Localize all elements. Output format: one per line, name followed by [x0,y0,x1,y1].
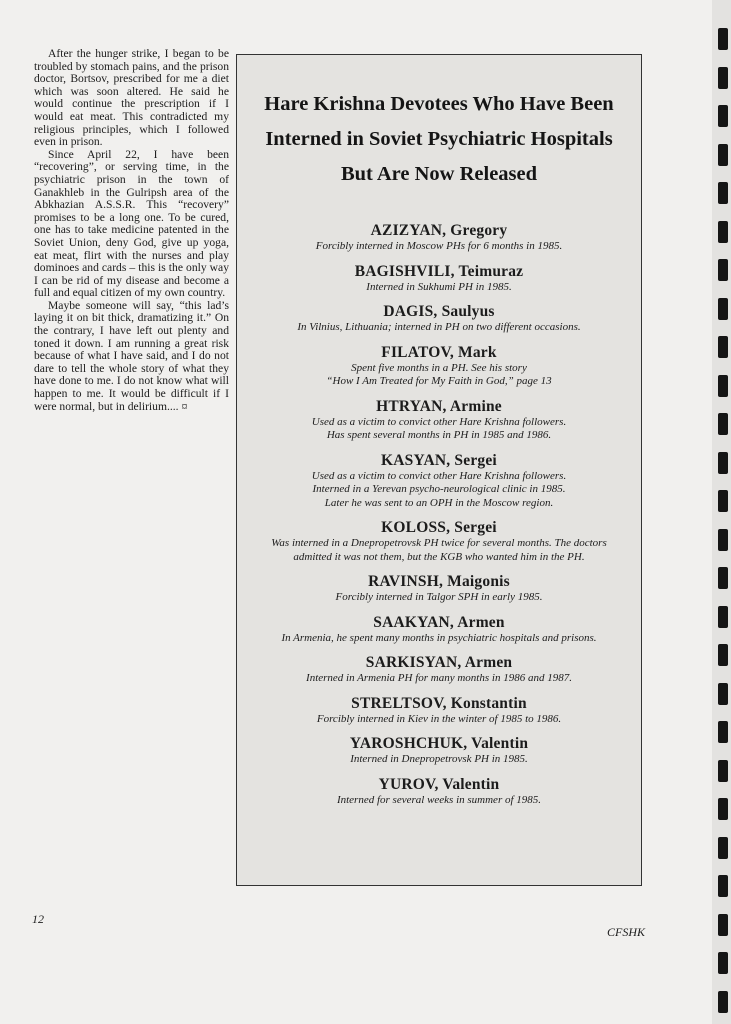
box-title [237,87,641,192]
devotee-surname: AZIZYAN, [370,222,447,239]
devotee-entry [237,303,641,335]
devotee-surname: SAAKYAN, [373,613,454,631]
binding-hole [718,298,728,320]
binding-hole [718,490,728,512]
devotee-description: Used as a victim to convict other Hare Krishna followers. [311,415,567,428]
box-title-line: Interned in Soviet Psychiatric Hospitals [265,128,613,150]
binding-hole [718,721,728,743]
devotee-description: Interned for several weeks in summer of 1985. [336,793,542,806]
spiral-binding [712,0,731,1024]
devotee-entry [237,519,641,564]
devotee-description: Interned in Armenia PH for many months in 1986 and 1987. [306,672,572,684]
devotee-surname: YAROSHCHUK, [349,735,468,752]
box-title-line: Hare Krishna Devotees Who Have Been [264,93,614,115]
devotee-surname: YUROV, [378,775,439,793]
binding-hole [718,221,728,243]
devotee-description: Was interned in a Dnepropetrovsk PH twice for several months. The doctors [271,537,607,549]
devotee-description: Later he was sent to an OPH in the Moscow region. [324,496,554,509]
devotee-entry [237,344,641,389]
devotee-description: Forcibly interned in Kiev in the winter of 1985 to 1986. [316,712,562,725]
devotee-entry [237,614,641,646]
devotee-name [237,776,641,794]
page-number: 12 [32,912,44,926]
article-paragraph [34,300,229,413]
devotee-given-name: Gregory [450,222,508,239]
devotee-description: Forcibly interned in Moscow PHs for 6 months in 1985. [315,240,563,252]
devotee-given-name: Armen [457,613,505,631]
devotee-name [237,303,641,321]
binding-hole [718,105,728,127]
devotee-name [237,573,641,591]
devotee-given-name: Sergei [454,451,497,469]
devotee-entry [237,776,641,808]
devotee-description: Used as a victim to convict other Hare Krishna followers. [311,469,567,482]
devotee-given-name: Armine [449,397,502,415]
devotee-entry [237,452,641,511]
devotee-description: “How I Am Treated for My Faith in God,” page 13 [326,375,552,387]
binding-hole [718,606,728,628]
devotee-surname: KASYAN, [381,451,451,469]
devotee-name [237,344,641,362]
devotee-entry [237,695,641,727]
devotee-description: Spent five months in a PH. See his story [351,361,527,374]
devotee-given-name: Maigonis [447,573,510,590]
devotee-description: Forcibly interned in Talgor SPH in early 1985. [335,591,543,603]
article-paragraph: Since April 22, I have been “recovering”, or serving time, in the psychiatric prison in the town of Ganakhleb in the Gulripsh area of the Abkhazian A.S.S.R. This “recovery” promises to be a long one. To be cured, one has to take medicine patented in the Soviet Union, deny God, give up yoga, eat meat, flirt with the nurses and play dominoes and cards – this is the only way I can be rid of my disease and become a full and equal citizen of my own country. [34,147,229,300]
binding-hole [718,683,728,705]
released-devotees-box [236,54,642,886]
devotee-entry [237,398,641,443]
devotee-given-name: Sergei [454,519,497,536]
binding-hole [718,529,728,551]
devotee-entry [237,222,641,254]
end-of-article-mark: ¤ [181,399,188,413]
devotee-list [237,222,641,807]
devotee-description: Has spent several months in PH in 1985 and 1986. [326,429,552,441]
binding-hole [718,567,728,589]
binding-hole [718,28,728,50]
devotee-name [237,222,641,240]
binding-hole [718,644,728,666]
binding-hole [718,952,728,974]
devotee-description: admitted it was not them, but the KGB who wanted him in the PH. [293,550,585,563]
binding-hole [718,798,728,820]
devotee-description: Interned in Dnepropetrovsk PH in 1985. [350,753,528,765]
binding-hole [718,991,728,1013]
devotee-description: Interned in a Yerevan psycho-neurological clinic in 1985. [312,483,566,495]
devotee-name [237,614,641,632]
publisher-mark: CFSHK [607,925,646,939]
devotee-name [237,452,641,470]
binding-hole [718,452,728,474]
devotee-surname: SARKISYAN, [365,654,462,671]
binding-hole [718,259,728,281]
devotee-name [237,695,641,713]
article-paragraph-text: Maybe someone will say, “this lad’s laying it on bit thick, dramatizing it.” On the contrary, I have left out plenty and toned it down. I am running a great risk because of what I have said, and I do not dare to tell the whole story of what they have done to me. I do not know what will happen to me. It would be difficult if I were normal, but in delirium.... [34,298,229,413]
binding-hole [718,182,728,204]
devotee-given-name: Valentin [442,775,500,793]
binding-hole [718,375,728,397]
devotee-surname: BAGISHVILI, [354,262,455,280]
devotee-entry [237,263,641,295]
devotee-entry [237,654,641,686]
binding-hole [718,875,728,897]
binding-hole [718,144,728,166]
devotee-given-name: Teimuraz [458,262,524,280]
devotee-surname: DAGIS, [383,303,438,320]
binding-hole [718,914,728,936]
devotee-given-name: Saulyus [441,303,495,320]
devotee-given-name: Mark [458,343,497,361]
binding-hole [718,760,728,782]
article-paragraph: After the hunger strike, I began to be troubled by stomach pains, and the prison doctor, Bortsov, prescribed for me a diet which was soon altered. He said he would continue the prescription if I would eat meat. This contradicted my religious principles, which I followed even in prison. [34,47,229,149]
box-title-line: But Are Now Released [340,163,538,185]
binding-hole [718,413,728,435]
devotee-name [237,654,641,672]
devotee-name [237,735,641,753]
devotee-given-name: Armen [464,654,513,671]
devotee-surname: STRELTSOV, [351,694,447,712]
devotee-surname: RAVINSH, [368,573,444,590]
devotee-surname: HTRYAN, [376,397,447,415]
devotee-description: In Armenia, he spent many months in psychiatric hospitals and prisons. [281,631,597,644]
binding-hole [718,67,728,89]
devotee-given-name: Konstantin [450,694,527,712]
devotee-description: Interned in Sukhumi PH in 1985. [366,280,512,293]
devotee-given-name: Valentin [471,735,529,752]
devotee-name [237,519,641,537]
devotee-description: In Vilnius, Lithuania; interned in PH on two different occasions. [297,321,581,333]
devotee-surname: KOLOSS, [381,519,451,536]
article-text-column [34,48,229,413]
devotee-name [237,263,641,281]
devotee-name [237,398,641,416]
binding-hole [718,837,728,859]
devotee-entry [237,735,641,767]
devotee-entry [237,573,641,605]
binding-hole [718,336,728,358]
devotee-surname: FILATOV, [381,343,454,361]
